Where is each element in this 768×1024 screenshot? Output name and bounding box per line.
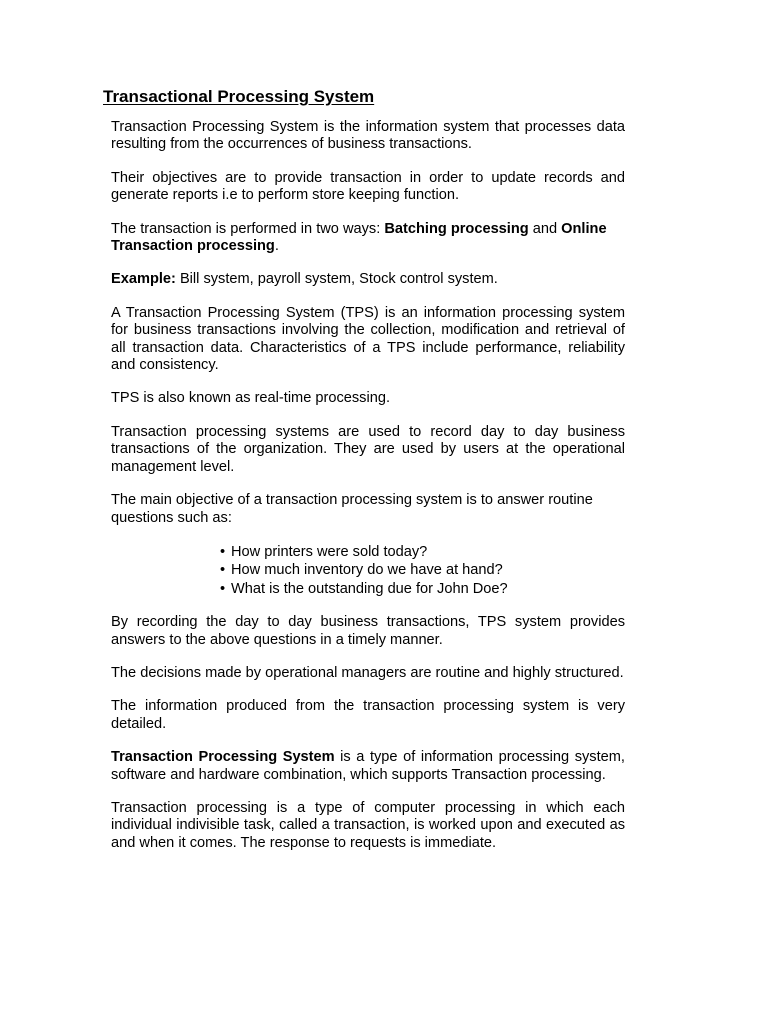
list-item — [220, 561, 625, 579]
paragraph-ways — [111, 221, 641, 256]
paragraph-decisions: The decisions made by operational managers are routine and highly structured. — [111, 664, 624, 681]
document-body — [111, 119, 625, 868]
ways-text-mid: and — [528, 220, 562, 237]
bullet-icon: • — [220, 543, 226, 560]
ways-text-after: . — [274, 238, 279, 255]
paragraph-tps-description: A Transaction Processing System (TPS) is an information processing system for business transactions involving the collection, modification and retrieval of all transaction data. Characteristics of a TPS include performance, reliability and consistency. — [111, 304, 625, 374]
tps-type-text: is a type of information processing system, software and hardware combination, which supports Transaction processing. — [111, 749, 625, 783]
questions-list — [111, 543, 625, 598]
paragraph-main-objective: The main objective of a transaction processing system is to answer routine questions such as: — [111, 492, 593, 526]
list-item-text: How printers were sold today? — [231, 543, 428, 560]
paragraph-tps-type — [111, 749, 625, 784]
paragraph-example — [111, 271, 625, 288]
paragraph-record-transactions: Transaction processing systems are used to record day to day business transactions of the organization. They are used by users at the operational management level. — [111, 423, 625, 475]
ways-bold-online: Online Transaction processing — [111, 220, 607, 255]
bullet-icon: • — [220, 580, 226, 597]
example-text: Bill system, payroll system, Stock control system. — [175, 271, 498, 288]
paragraph-recording: By recording the day to day business transactions, TPS system provides answers to the above questions in a timely manner. — [111, 614, 625, 648]
paragraph-transaction-processing: Transaction processing is a type of computer processing in which each individual indivisible task, called a transaction, is worked upon and executed as and when it comes. The response to requests is immediate. — [111, 799, 625, 851]
bullet-icon: • — [220, 562, 226, 579]
example-label: Example: — [111, 271, 176, 288]
document-title: Transactional Processing System — [103, 87, 375, 106]
paragraph-objectives: Their objectives are to provide transaction in order to update records and generate reports i.e to perform store keeping function. — [111, 169, 625, 204]
tps-bold-term: Transaction Processing System — [111, 749, 335, 766]
ways-text-before: The transaction is performed in two ways: — [111, 220, 385, 237]
paragraph-definition: Transaction Processing System is the information system that processes data resulting from the occurrences of business transactions. — [111, 119, 625, 153]
list-item-text: What is the outstanding due for John Doe? — [231, 580, 508, 597]
paragraph-information-detail: The information produced from the transaction processing system is very detailed. — [111, 698, 625, 732]
list-item — [220, 543, 625, 561]
list-item — [220, 580, 625, 598]
ways-bold-batching: Batching processing — [384, 220, 529, 237]
paragraph-realtime: TPS is also known as real-time processing. — [111, 390, 391, 407]
list-item-text: How much inventory do we have at hand? — [231, 562, 503, 579]
